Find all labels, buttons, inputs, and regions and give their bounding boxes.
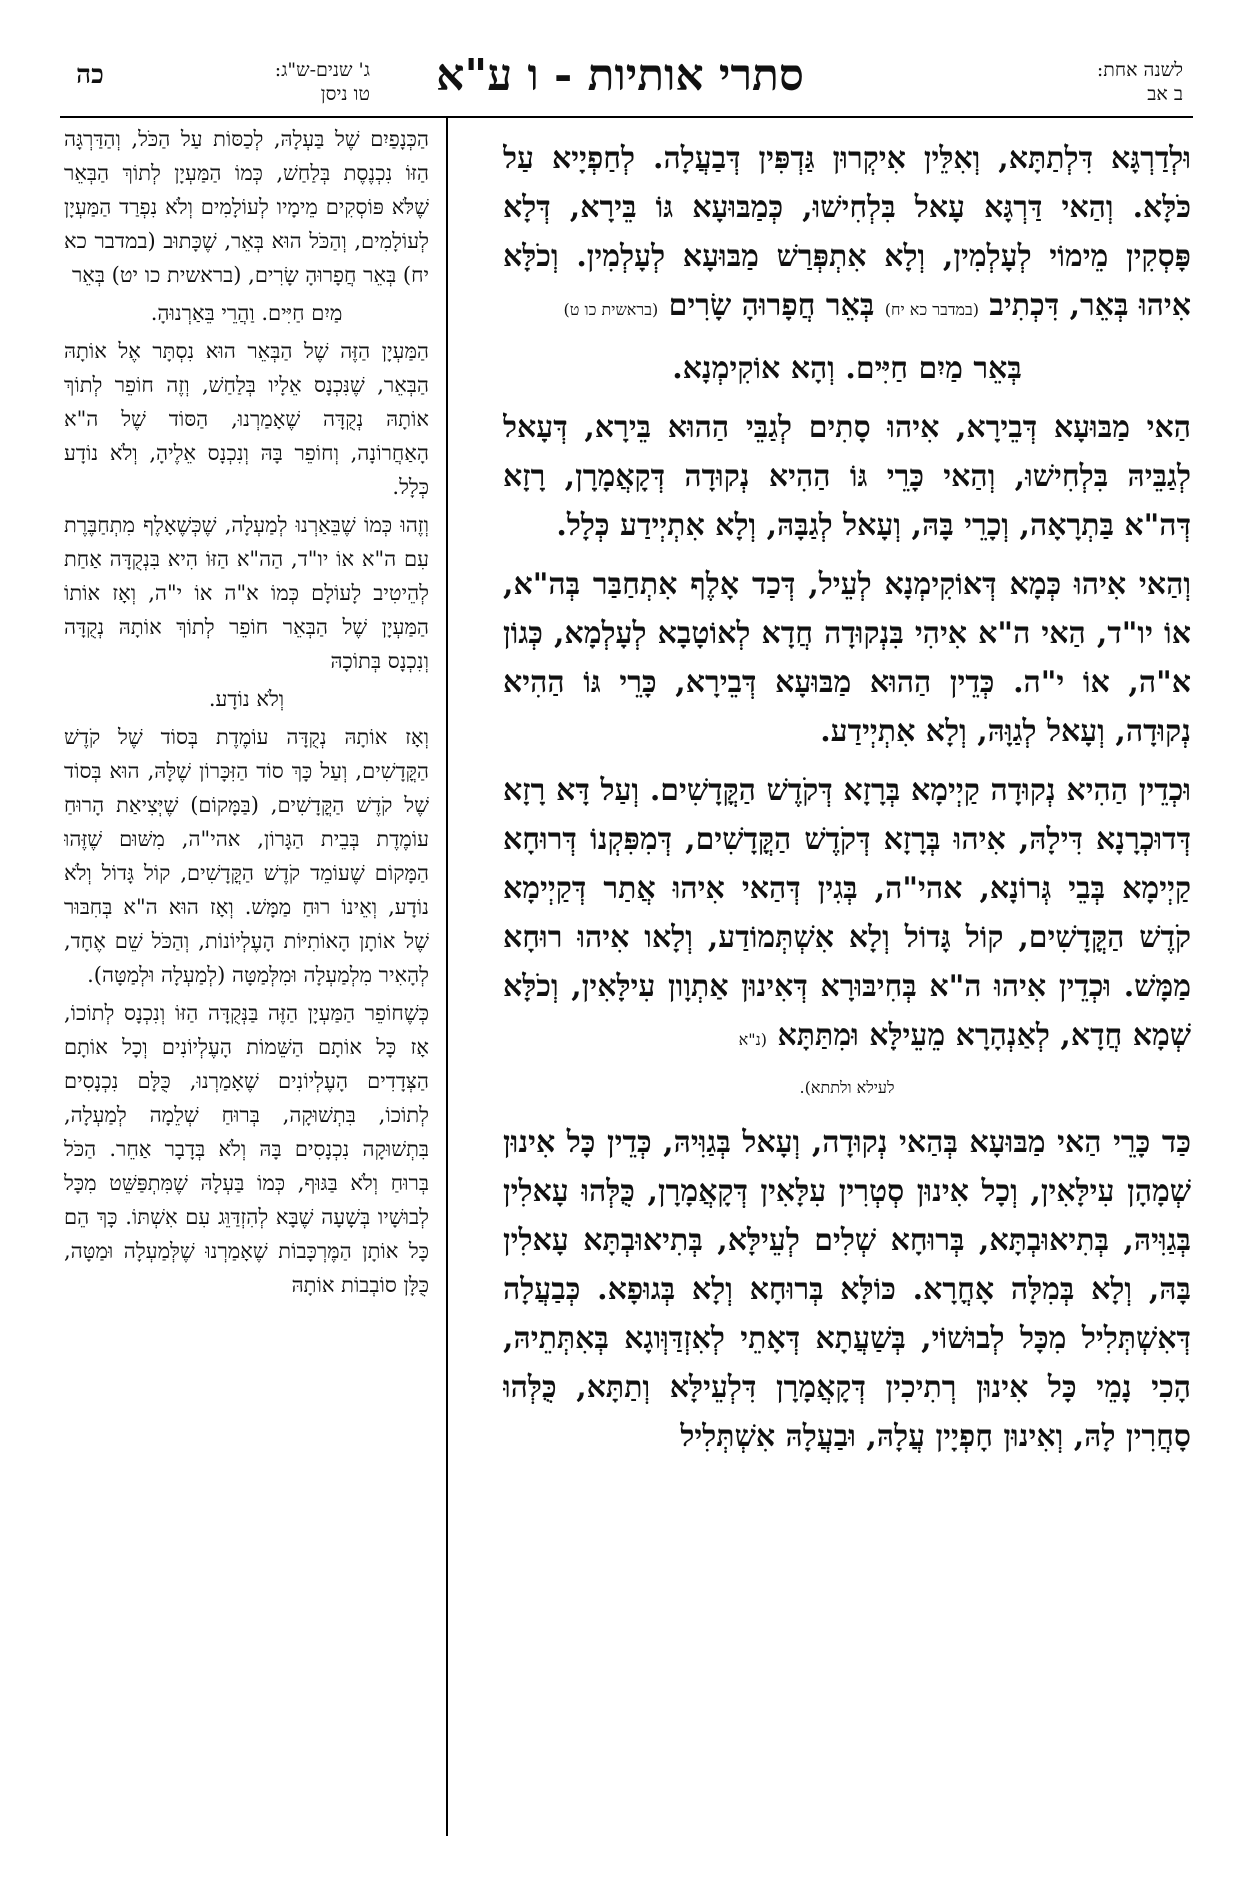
main-text-column xyxy=(503,134,1191,1824)
inline-note-1: (נ"א xyxy=(738,1030,768,1049)
page-title: סתרי אותיות - ו ע"א xyxy=(436,50,804,101)
scripture-quote-1: בְּאֵר חֲפָרוּהָ שָׂרִים xyxy=(668,288,875,323)
header-left-line2: טו ניסן xyxy=(320,83,370,105)
main-paragraph-1 xyxy=(503,134,1191,334)
header-right-info xyxy=(1053,58,1183,118)
side-paragraph-3: הַמַּעְיָן הַזֶּה שֶׁל הַבְּאֵר הוּא נִסְתָּר אֶל אוֹתָהּ הַבְּאֵר, שֶׁנִּכְנָס אֵלָיו בְּלַחַשׁ, וְזֶה חוֹפֵר לְתוֹךְ אוֹתָהּ נְקֻדָּה שֶׁאָמַרְנוּ, הַסּוֹד שֶׁל ה"א הָאַחֲרוֹנָה, וְחוֹפֵר בָּהּ וְנִכְנָס אֵלֶיהָ, וְלֹא נוֹדָע כְּלָל. xyxy=(64,339,429,499)
header-right-line1: לשנה אחת: xyxy=(1096,59,1183,81)
side-paragraph-6: וְאָז אוֹתָהּ נְקֻדָּה עוֹמֶדֶת בְּסוֹד שֶׁל קֹדֶשׁ הַקֳּדָשִׁים, וְעַל כָּךְ סוֹד הַזִּכָּרוֹן שֶׁלָּהּ, הוּא בְּסוֹד שֶׁל קֹדֶשׁ הַקֳּדָשִׁים, (בַּמָּקוֹם) שֶׁיְּצִיאַת הָרוּחַ עוֹמֶדֶת בְּבֵית הַגָּרוֹן, אהי"ה, מִשּׁוּם שֶׁזֶּהוּ הַמָּקוֹם שֶׁעוֹמֵד קֹדֶשׁ הַקֳּדָשִׁים, קוֹל גָּדוֹל וְלֹא נוֹדָע, וְאֵינוֹ רוּחַ מַמָּשׁ. וְאָז הוּא ה"א בְּחִבּוּר שֶׁל אוֹתָן הָאוֹתִיּוֹת הָעֶלְיוֹנוֹת, וְהַכֹּל שֵׁם אֶחָד, לְהָאִיר מִלְמַעְלָה וּמִלְּמַטָּה (לְמַעְלָה וּלְמַטָּה). xyxy=(64,725,429,987)
main-paragraph-6: כַּד כָּרֵי הַאי מַבּוּעָא בְּהַאי נְקוּדָה, וְעָאל בְּגַוִּיהּ, כְּדֵין כָּל אִינוּן שְׁמָהָן עִילָּאִין, וְכָל אִינוּן סְטְרִין עִלָּאִין דְּקָאֲמָרָן, כֻּלְּהוּ עָאלִין בְּגַוִּיהּ, בְּתִיאוּבְתָּא, בְּרוּחָא שְׁלִים לְעֵילָּא, בְּתִיאוּבְתָּא עָאלִין בָּהּ, וְלָא בְּמִלָּה אָחֳרָא. כּוֹלָּא בְּרוּחָא וְלָא בְּגוּפָא. כְּבַעֲלָה דְּאִשְׁתְּלִיל מִכָּל לְבוּשׁוֹי, בְּשַׁעֲתָא דְּאָתֵי לְאִזְדַּוְּוגָא בְּאִתְּתֵיהּ, הָכִי נָמֵי כָּל אִינוּן רְתִיכִין דְּקָאֲמָרָן דִּלְעֵילָּא וְתַתָּא, כֻּלְּהוּ סָחֲרִין לָהּ, וְאִינוּן חָפְיָין עֲלָהּ, וּבַעֲלָהּ אִשְׁתְּלִיל xyxy=(503,1125,1191,1454)
main-paragraph-3: הַאי מַבּוּעָא דְּבֵירָא, אִיהוּ סָתִים לְגַבֵּי הַהוּא בֵּירָא, דְּעָאל לְגַבֵּיהּ בִּלְחִישׁוּ, וְהַאי כָּרֵי גּוֹ הַהִיא נְקוּדָה דְּקָאֲמָרָן, רָזָא דְּה"א בַּתְרָאָה, וְכָרֵי בָּהּ, וְעָאל לְגַבָּהּ, וְלָא אִתְיְידַע כְּלָל. xyxy=(503,410,1191,543)
header-left-line1: ג' שנים-ש"ג: xyxy=(274,59,370,81)
main-paragraph-4: וְהַאי אִיהוּ כְּמָא דְּאוֹקִימְנָא לְעֵיל, דְּכַד אָלֶף אִתְחַבַּר בְּה"א, אוֹ יו"ד, הַאי ה"א אִיהִי בִּנְקוּדָה חֲדָא לְאוֹטָבָא לְעָלְמָא, כְּגוֹן א"ה, אוֹ י"ה. כְּדֵין הַהוּא מַבּוּעָא דְּבֵירָא, כָּרֵי גּוֹ הַהִיא נְקוּדָה, וְעָאל לְגַוָּהּ, וְלָא אִתְיְידַע. xyxy=(503,567,1191,749)
side-paragraph-2: מַיִם חַיִּים. וַהֲרֵי בֵּאַרְנוּהָ. xyxy=(150,301,343,325)
header-right-line2: ב אב xyxy=(1147,83,1183,105)
header-left-info xyxy=(130,58,370,118)
main-paragraph-5 xyxy=(503,766,1191,1064)
scripture-intro: דִּכְתִיב xyxy=(989,288,1060,323)
side-paragraph-5: וְלֹא נוֹדָע. xyxy=(208,687,285,711)
side-paragraph-1: הַכְּנָפַיִם שֶׁל בַּעְלָהּ, לְכַסּוֹת עַל הַכֹּל, וְהַדַּרְגָּה הַזּוֹ נִכְנֶסֶת בְּלַחַשׁ, כְּמוֹ הַמַּעְיָן לְתוֹךְ הַבְּאֵר שֶׁלֹּא פּוֹסְקִים מֵימָיו לְעוֹלָמִים וְלֹא נִפְרַד הַמַּעְיָן לְעוֹלָמִים, וְהַכֹּל הוּא בְּאֵר, שֶׁכָּתוּב (במדבר כא יח) בְּאֵר חֲפָרוּהָ שָׂרִים, (בראשית כו יט) בְּאֵר xyxy=(64,127,429,287)
scripture-ref-1: (במדבר כא יח) xyxy=(884,300,979,319)
column-divider xyxy=(446,116,448,1836)
main-paragraph-5-text: וּכְדֵין הַהִיא נְקוּדָה קַיְימָא בְּרָזָא דְּקֹדֶשׁ הַקֳּדָשִׁים. וְעַל דָּא רָזָא דְּדוּכְרָנָא דִּילָהּ, אִיהוּ בְּרָזָא דְּקֹדֶשׁ הַקֳּדָשִׁים, דְּמִפִּקְנוֹ דְּרוּחָא קַיְימָא בְּבֵי גְּרוֹנָא, אהי"ה, בְּגִין דְּהַאי אִיהוּ אֲתַר דְּקַיְימָא קֹדֶשׁ הַקֳּדָשִׁים, קוֹל גָּדוֹל וְלָא אִשְׁתְּמוֹדַע, וְלָאו אִיהוּ רוּחָא מַמָּשׁ. וּכְדֵין אִיהוּ ה"א בְּחִיבּוּרָא דְּאִינוּן אַתְוָון עִילָּאִין, וְכֹלָּא שְׁמָא חֲדָא, לְאַנְהָרָא מֵעֵילָּא וּמִתַּתָּא xyxy=(503,773,1191,1053)
page-number: כה xyxy=(76,60,104,90)
inline-note-1-continuation: לעילא ולתתא). xyxy=(799,1078,895,1097)
scripture-ref-2: (בראשית כו ט) xyxy=(563,300,659,319)
translation-column xyxy=(64,122,429,1822)
side-paragraph-7: כְּשֶׁחוֹפֵר הַמַּעְיָן הַזֶּה בַּנְּקֻדָּה הַזּוֹ וְנִכְנָס לְתוֹכוֹ, אָז כָּל אוֹתָם הַשֵּׁמוֹת הָעֶלְיוֹנִים וְכָל אוֹתָם הַצְּדָדִים הָעֶלְיוֹנִים שֶׁאָמַרְנוּ, כֻּלָּם נִכְנָסִים לְתוֹכוֹ, בִּתְשׁוּקָה, בְּרוּחַ שְׁלֵמָה לְמַעְלָה, בִּתְשׁוּקָה נִכְנָסִים בָּהּ וְלֹא בְּדָבָר אַחֵר. הַכֹּל בְּרוּחַ וְלֹא בַּגּוּף, כְּמוֹ בַּעְלָהּ שֶׁמִּתְפַּשֵּׁט מִכָּל לְבוּשָׁיו בְּשָׁעָה שֶׁבָּא לְהִזְדַּוֵּג עִם אִשְׁתּוֹ. כָּךְ הֵם כָּל אוֹתָן הַמֶּרְכָּבוֹת שֶׁאָמַרְנוּ שֶׁלְּמַעְלָה וּמַטָּה, כֻּלָּן סוֹבְבוֹת אוֹתָהּ xyxy=(64,1001,429,1297)
main-paragraph-2: בְּאֵר מַיִם חַיִּים. וְהָא אוֹקִימְנָא. xyxy=(672,351,1022,386)
header-divider xyxy=(60,116,1193,118)
side-paragraph-4: וְזֶהוּ כְּמוֹ שֶׁבֵּאַרְנוּ לְמַעְלָה, שֶׁכְּשֶׁאָלֶף מִתְחַבֶּרֶת עִם ה"א אוֹ יו"ד, הַה"א הַזּוֹ הִיא בִּנְקֻדָּה אַחַת לְהֵיטִיב לָעוֹלָם כְּמוֹ א"ה אוֹ י"ה, וְאָז אוֹתוֹ הַמַּעְיָן שֶׁל הַבְּאֵר חוֹפֵר לְתוֹךְ אוֹתָהּ נְקֻדָּה וְנִכְנָס בְּתוֹכָהּ xyxy=(64,513,429,673)
main-paragraph-1-text: וּלְדַרְגָּא דִּלְתַתָּא, וְאִלֵּין אִיקְרוּן גַּדְפִּין דְּבַעֲלָה. לְחַפְיָיא עַל כֹּלָּא. וְהַאי דַּרְגָּא עָאל בִּלְחִישׁוּ, כְּמַבּוּעָא גּוֹ בֵּירָא, דְּלָא פָּסְקִין מֵימוֹי לְעָלְמִין, וְלָא אִתְפְּרַשׁ מַבּוּעָא לְעָלְמִין. וְכֹלָּא אִיהוּ בְּאֵר, xyxy=(503,141,1191,323)
